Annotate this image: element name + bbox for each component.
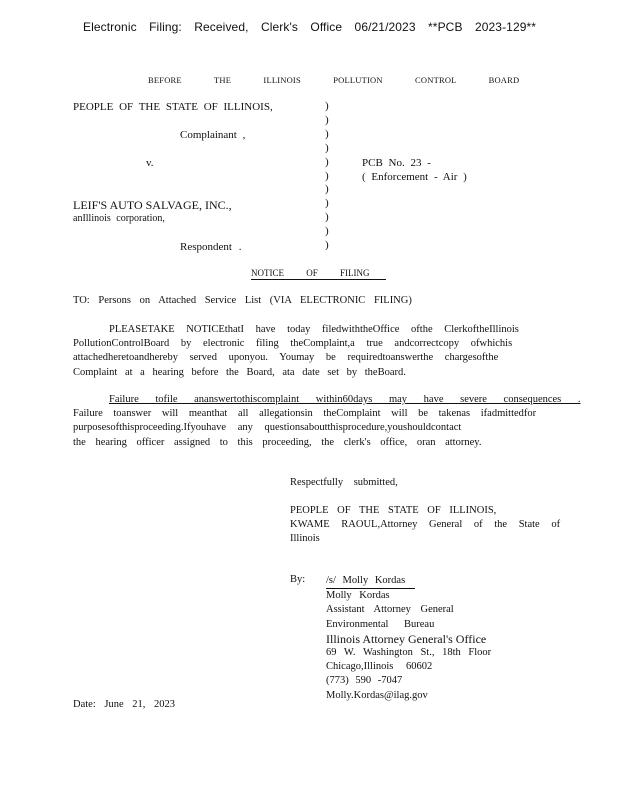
- signer-phone: (773) 590 -7047: [326, 675, 403, 687]
- notice-title: NOTICE OF FILING: [251, 268, 386, 280]
- warning-paragraph-line: Failure toanswer will meanthat all allegationsin theComplaint will be takenas ifadmittedfor: [73, 408, 537, 420]
- signer-organization: [290, 504, 560, 547]
- signer-title: Assistant Attorney General: [326, 604, 454, 616]
- notice-paragraph-line: attachedheretoandhereby served uponyou. Youmay be requiredtoanswerthe chargesofthe: [73, 352, 499, 364]
- signer-org-line: KWAME RAOUL,Attorney General of the State of: [290, 519, 561, 531]
- notice-paragraph: [73, 323, 543, 380]
- caption-respondent: Respondent .: [180, 241, 242, 253]
- caption-complainant: Complainant ,: [180, 129, 246, 141]
- caption-defendant: LEIF'S AUTO SALVAGE, INC.,: [73, 198, 232, 212]
- signer-bureau: Environmental Bureau: [326, 618, 435, 630]
- by-label: By:: [290, 574, 306, 585]
- signer-address-street: 69 W. Washington St., 18th Floor: [326, 647, 492, 659]
- signer-org-line: Illinois: [290, 533, 320, 545]
- board-title: BEFORE THE ILLINOIS POLLUTION CONTROL BOARD: [148, 75, 520, 85]
- warning-paragraph-line: the hearing officer assigned to this proceeding, the clerk's office, oran attorney.: [73, 436, 482, 448]
- service-list-line: TO: Persons on Attached Service List (VIA ELECTRONIC FILING): [73, 295, 412, 306]
- caption-defendant-description: anIllinois corporation,: [73, 213, 165, 224]
- closing-line: Respectfully submitted,: [290, 477, 398, 488]
- caption-versus: v.: [146, 157, 154, 169]
- signature-block: [326, 574, 491, 703]
- signer-office: Illinois Attorney General's Office: [326, 631, 487, 646]
- signer-name: Molly Kordas: [326, 590, 390, 602]
- warning-paragraph-line: Failure tofile ananswertothiscomplaint within60days may have severe consequences .: [109, 394, 581, 405]
- signer-email: Molly.Kordas@ilag.gov: [326, 689, 428, 701]
- notice-paragraph-line: PLEASETAKE NOTICEthatI have today filedwiththeOffice ofthe ClerkoftheIllinois: [109, 324, 519, 335]
- warning-paragraph-line: purposesofthisproceeding.Ifyouhave any questionsaboutthisprocedure,youshouldcontact: [73, 422, 462, 434]
- filing-stamp: Electronic Filing: Received, Clerk's Office 06/21/2023 **PCB 2023-129**: [83, 20, 537, 34]
- caption-parentheses: ) ) ) ) ) ) ) ) ) ) ): [325, 100, 329, 252]
- case-number: PCB No. 23 -: [362, 157, 431, 169]
- signer-org-line: PEOPLE OF THE STATE OF ILLINOIS,: [290, 505, 497, 516]
- electronic-signature: /s/ Molly Kordas: [326, 574, 415, 589]
- date-line: Date: June 21, 2023: [73, 699, 175, 710]
- caption-plaintiff: PEOPLE OF THE STATE OF ILLINOIS,: [73, 101, 273, 113]
- notice-paragraph-line: PollutionControlBoard by electronic filing theComplaint,a true andcorrectcopy ofwhichis: [73, 338, 513, 350]
- notice-paragraph-line: Complaint at a hearing before the Board, ata date set by theBoard.: [73, 366, 406, 378]
- signer-address-city: Chicago,Illinois 60602: [326, 661, 433, 673]
- case-type: ( Enforcement - Air ): [362, 171, 467, 183]
- warning-paragraph: [73, 393, 581, 450]
